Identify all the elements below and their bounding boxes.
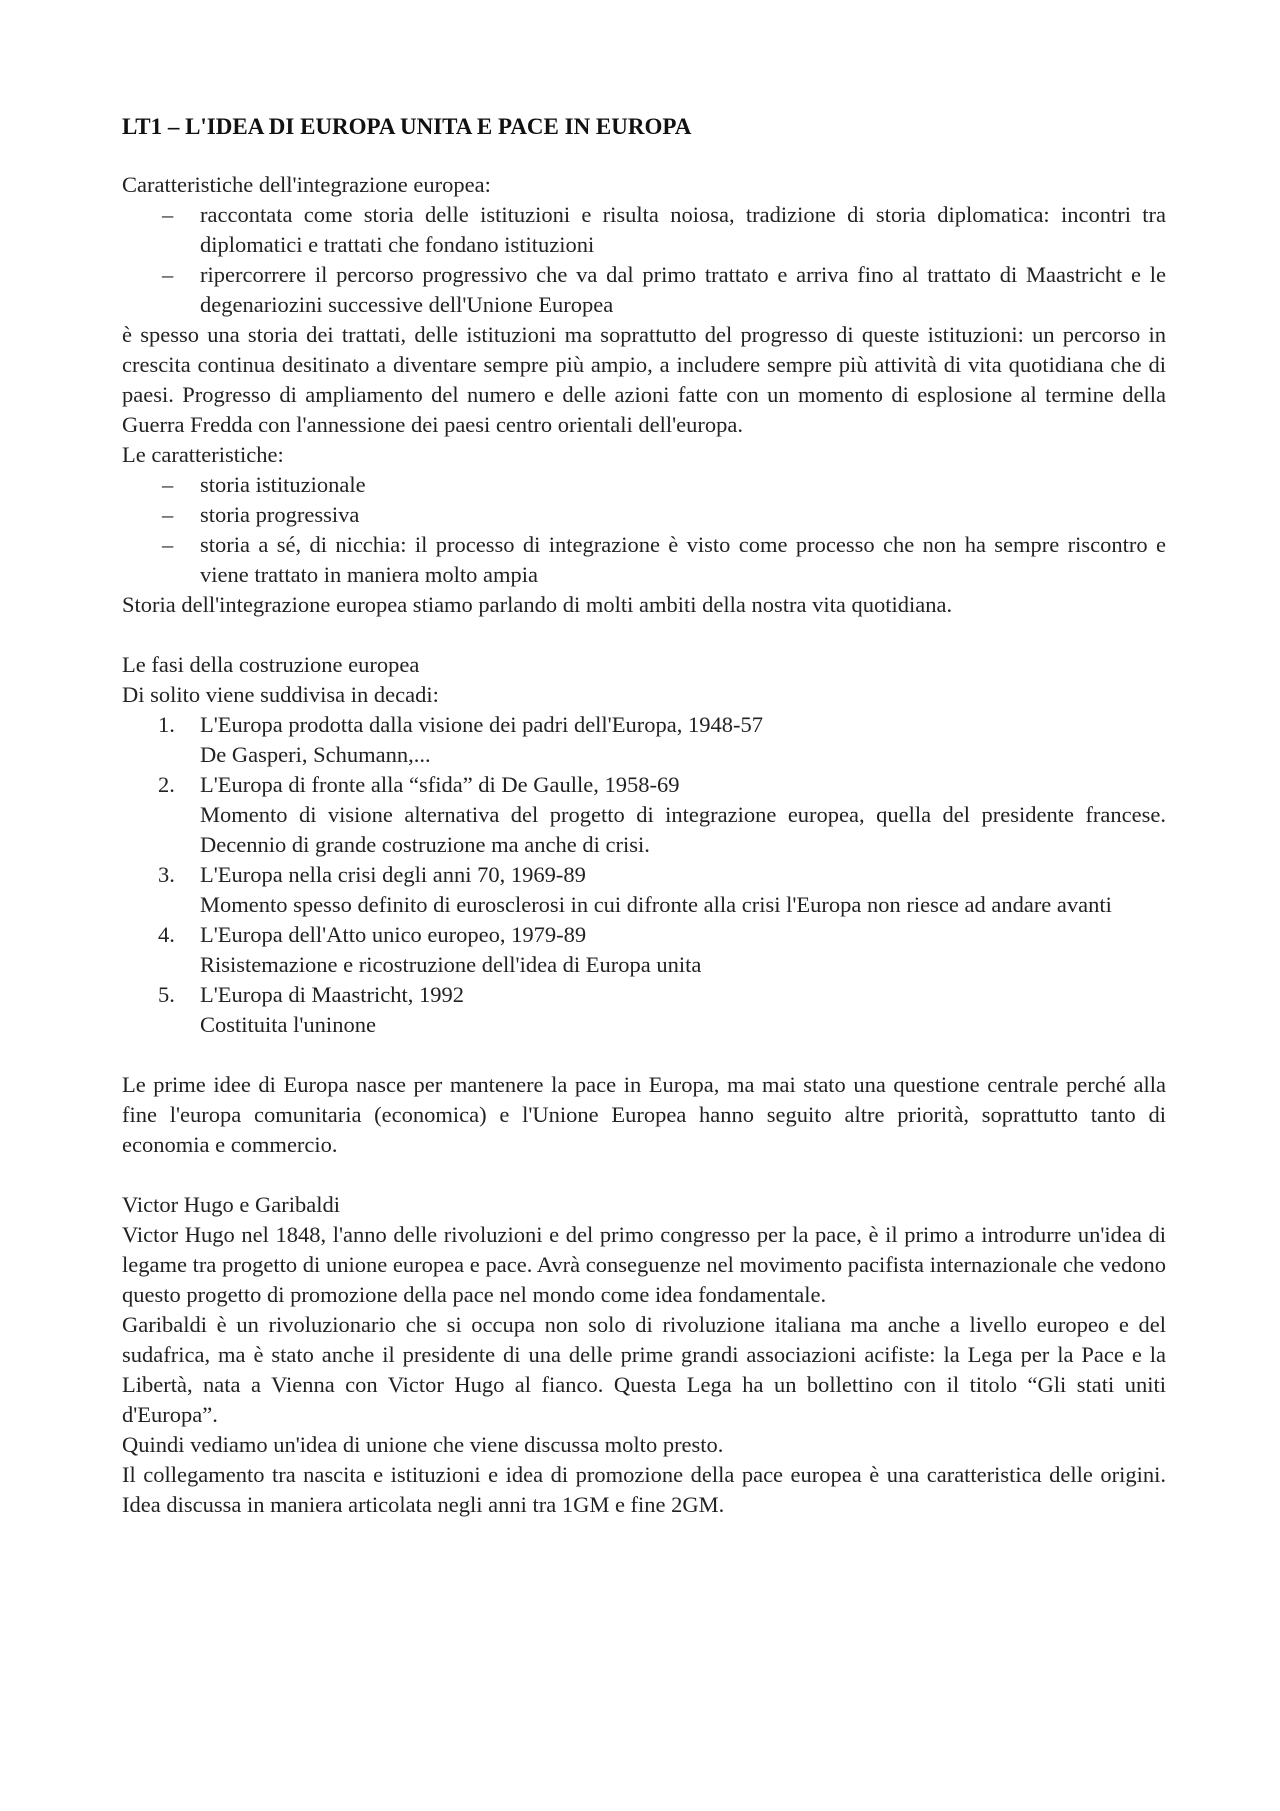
- phases-numbered-list: [122, 710, 1166, 1040]
- dash-bullet-icon: –: [162, 262, 174, 287]
- section1-closing: Storia dell'integrazione europea stiamo parlando di molti ambiti della nostra vita quotidiana.: [122, 592, 953, 617]
- list-item-text: ripercorrere il percorso progressivo che va dal primo trattato e arriva fino al trattato di Maastricht e le degenariozini successive dell'Unione Europea: [200, 262, 1166, 317]
- list-item: [122, 980, 1166, 1040]
- list-number: 4.: [158, 922, 175, 947]
- list-item: [122, 860, 1166, 920]
- list-item: [122, 530, 1166, 590]
- list-number: 5.: [158, 982, 175, 1007]
- phase-title: L'Europa prodotta dalla visione dei padri dell'Europa, 1948-57: [200, 712, 763, 737]
- list-item: [122, 710, 1166, 770]
- features-intro: Le caratteristiche:: [122, 442, 284, 467]
- phase-title: L'Europa di Maastricht, 1992: [200, 982, 464, 1007]
- list-item-text: storia progressiva: [200, 502, 360, 527]
- list-number: 1.: [158, 712, 175, 737]
- features-bullet-list: [122, 470, 1166, 590]
- phase-title: L'Europa dell'Atto unico europeo, 1979-89: [200, 922, 587, 947]
- phase-title: L'Europa di fronte alla “sfida” di De Gaulle, 1958-69: [200, 772, 680, 797]
- section1-intro: Caratteristiche dell'integrazione europea:: [122, 172, 491, 197]
- list-item-text: storia a sé, di nicchia: il processo di integrazione è visto come processo che non ha sempre riscontro e viene trattato in maniera molto ampia: [200, 532, 1166, 587]
- list-item: [122, 920, 1166, 980]
- paragraph-spacer: [122, 1040, 1166, 1070]
- list-item: [122, 500, 1166, 530]
- document-title: LT1 – L'IDEA DI EUROPA UNITA E PACE IN EUROPA: [122, 114, 692, 139]
- dash-bullet-icon: –: [162, 202, 174, 227]
- paragraph-spacer: [122, 620, 1166, 650]
- phases-heading: Le fasi della costruzione europea: [122, 652, 420, 677]
- paragraph-spacer: [122, 1160, 1166, 1190]
- dash-bullet-icon: –: [162, 532, 174, 557]
- phases-intro: Di solito viene suddivisa in decadi:: [122, 682, 439, 707]
- phase-description: De Gasperi, Schumann,...: [200, 742, 431, 767]
- phase-description: Momento spesso definito di eurosclerosi in cui difronte alla crisi l'Europa non riesce ad andare avanti: [200, 892, 1112, 917]
- phase-title: L'Europa nella crisi degli anni 70, 1969-89: [200, 862, 586, 887]
- phase-description: Momento di visione alternativa del progetto di integrazione europea, quella del presidente francese. Decennio di grande costruzione ma anche di crisi.: [200, 802, 1166, 857]
- phase-description: Risistemazione e ricostruzione dell'idea di Europa unita: [200, 952, 702, 977]
- list-number: 3.: [158, 862, 175, 887]
- union-idea-paragraph: Quindi vediamo un'idea di unione che viene discussa molto presto.: [122, 1432, 724, 1457]
- list-item: [122, 770, 1166, 860]
- list-item-text: raccontata come storia delle istituzioni e risulta noiosa, tradizione di storia diplomatica: incontri tra diplomatici e trattati che fondano istituzioni: [200, 202, 1166, 257]
- integration-bullet-list: [122, 200, 1166, 320]
- origins-paragraph: Il collegamento tra nascita e istituzioni e idea di promozione della pace europea è una caratteristica delle origini. Idea discussa in maniera articolata negli anni tra 1GM e fine 2GM.: [122, 1462, 1166, 1517]
- hugo-paragraph: Victor Hugo nel 1848, l'anno delle rivoluzioni e del primo congresso per la pace, è il primo a introdurre un'idea di legame tra progetto di unione europea e pace. Avrà conseguenze nel movimento pacifista internazionale che vedono questo progetto di promozione della pace nel mondo come idea fondamentale.: [122, 1222, 1166, 1307]
- garibaldi-paragraph: Garibaldi è un rivoluzionario che si occupa non solo di rivoluzione italiana ma anche a livello europeo e del sudafrica, ma è stato anche il presidente di una delle prime grandi associazioni acifiste: la Lega per la Pace e la Libertà, nata a Vienna con Victor Hugo al fianco. Questa Lega ha un bollettino con il titolo “Gli stati uniti d'Europa”.: [122, 1312, 1166, 1427]
- list-item-text: storia istituzionale: [200, 472, 366, 497]
- section1-paragraph: è spesso una storia dei trattati, delle istituzioni ma soprattutto del progresso di queste istituzioni: un percorso in crescita continua desitinato a diventare sempre più ampio, a includere sempre più attività di vita quotidiana che di paesi. Progresso di ampliamento del numero e delle azioni fatte con un momento di esplosione al termine della Guerra Fredda con l'annessione dei paesi centro orientali dell'europa.: [122, 322, 1166, 437]
- document-page: [122, 112, 1166, 1520]
- list-item: [122, 200, 1166, 260]
- peace-paragraph: Le prime idee di Europa nasce per mantenere la pace in Europa, ma mai stato una questione centrale perché alla fine l'europa comunitaria (economica) e l'Unione Europea hanno seguito altre priorità, soprattutto tanto di economia e commercio.: [122, 1072, 1166, 1157]
- list-item: [122, 260, 1166, 320]
- dash-bullet-icon: –: [162, 502, 174, 527]
- phase-description: Costituita l'uninone: [200, 1012, 376, 1037]
- hugo-garibaldi-heading: Victor Hugo e Garibaldi: [122, 1192, 340, 1217]
- dash-bullet-icon: –: [162, 472, 174, 497]
- list-item: [122, 470, 1166, 500]
- list-number: 2.: [158, 772, 175, 797]
